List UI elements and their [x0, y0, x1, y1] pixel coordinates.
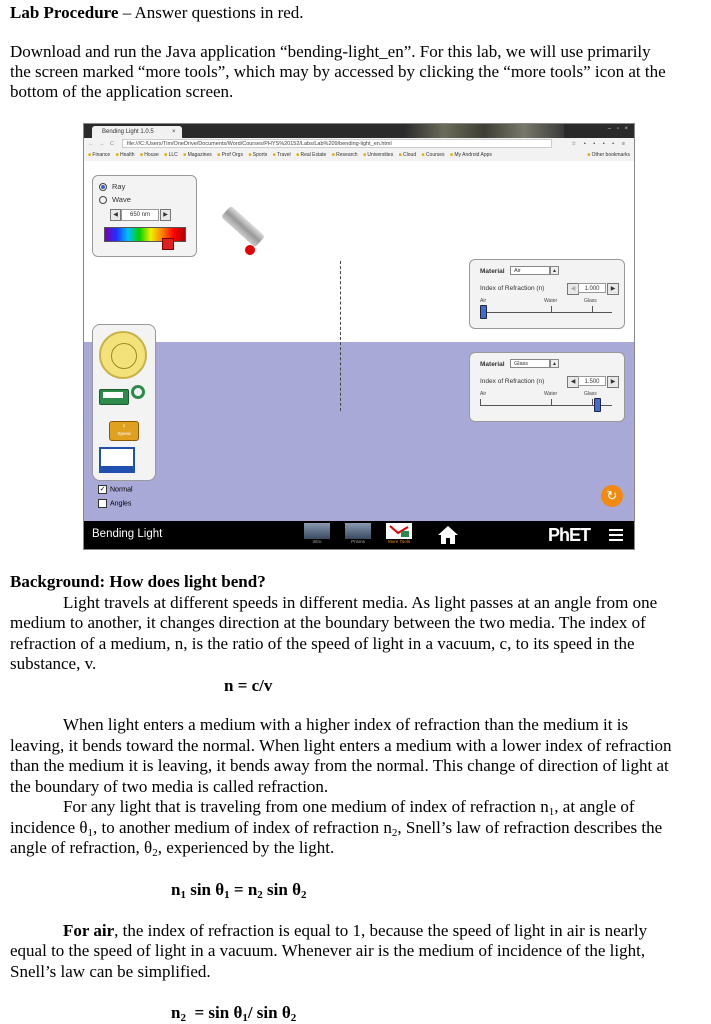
text-fragment: , at angle of: [554, 797, 635, 816]
ior-slider-thumb[interactable]: [480, 305, 487, 319]
prisms-screen-button[interactable]: [345, 523, 371, 547]
wavelength-increase-button[interactable]: ▶: [160, 209, 171, 221]
bookmark-item[interactable]: ■ Real Estate: [296, 152, 326, 158]
bg-p4-line-1: [63, 921, 647, 941]
intro-screen-button[interactable]: [304, 523, 330, 547]
equation-snells-law: $n_1$ $\sin \theta_1 = n_2$ $\sin \theta_2$: [171, 880, 307, 901]
bookmark-item[interactable]: ■ Travel: [273, 152, 291, 158]
ior-increase-button[interactable]: ▶: [607, 283, 619, 295]
subscript: 1: [87, 827, 94, 839]
time-plot-bar: [101, 466, 133, 471]
intro-label: Intro: [312, 539, 322, 544]
text-fragment: , Snell’s law of refraction describes the: [397, 818, 663, 837]
intensity-probe-icon[interactable]: [131, 385, 145, 399]
slider-tick: [592, 306, 593, 313]
tick-air: Air: [480, 391, 487, 397]
prisms-screen-icon: [345, 523, 371, 539]
normal-label: Normal: [110, 486, 133, 494]
ray-radio[interactable]: [99, 182, 159, 192]
intensity-meter-icon[interactable]: [99, 389, 129, 405]
prisms-label: Prisms: [351, 539, 365, 544]
wave-radio[interactable]: [99, 195, 159, 205]
top-material-panel: [469, 259, 625, 329]
phet-logo[interactable]: PhET: [548, 525, 591, 545]
text-fragment: incidence θ: [10, 818, 88, 837]
checkbox-checked-icon: ✓: [99, 486, 106, 493]
lab-procedure-instruction: – Answer questions in red.: [118, 3, 304, 22]
bookmark-item[interactable]: ■ Finance: [88, 152, 110, 158]
bookmark-item[interactable]: ■ LLC: [164, 152, 178, 158]
tick-air: Air: [480, 298, 487, 304]
titlebar-background: [404, 124, 564, 138]
laser-button-icon[interactable]: [245, 245, 255, 255]
tick-water: Water: [544, 298, 558, 304]
text-fragment: , to another medium of index of refraction n: [93, 818, 392, 837]
bg-p3-line-1: [63, 797, 635, 817]
select-arrow-icon[interactable]: ▲: [550, 359, 559, 368]
menu-icon[interactable]: [609, 529, 623, 541]
bg-p2-line-4: the boundary of two media is called refraction.: [10, 777, 329, 796]
bg-p2-line-1: When light enters a medium with a higher index of refraction than the medium it is: [63, 715, 629, 734]
material-label: Material: [480, 268, 505, 275]
text-fragment: angle of refraction, θ: [10, 838, 153, 857]
bg-p2-line-2: leaving, it bends toward the normal. When light enters a medium with a lower index of refraction: [10, 736, 672, 755]
tick-glass: Glass: [584, 391, 597, 397]
reset-all-icon[interactable]: ↻: [601, 485, 623, 507]
slider-tick: [551, 399, 552, 406]
angles-checkbox[interactable]: [98, 499, 131, 508]
material-label: Material: [480, 361, 505, 368]
normal-line: [340, 261, 341, 411]
subscript: 1: [548, 806, 555, 818]
checkbox-empty-icon: [98, 499, 107, 508]
bookmark-item[interactable]: ■ Magazines: [183, 152, 212, 158]
ior-slider-thumb[interactable]: [594, 398, 601, 412]
text-fragment: , experienced by the light.: [157, 838, 335, 857]
more-tools-screen-icon: [386, 523, 412, 539]
url-field[interactable]: file:///C:/Users/Tim/OneDrive/Documents/Word/Courses/PHYS%20152/Labs/Lab%209/bending-light_en.html: [122, 139, 552, 148]
equation-index: n = c/v: [224, 676, 273, 695]
wavelength-value: 650 nm: [121, 209, 159, 221]
toolbox-panel: [92, 324, 156, 481]
nav-buttons[interactable]: ← → C: [88, 141, 117, 147]
bookmark-item[interactable]: ■ My Android Apps: [450, 152, 492, 158]
more-tools-screen-button[interactable]: [386, 523, 412, 547]
intro-line-2: the screen marked “more tools”, which may by accessed by clicking the “more tools” icon at the: [10, 62, 666, 81]
text-fragment: , the index of refraction is equal to 1, because the speed of light in air is nearly: [114, 921, 648, 940]
tick-glass: Glass: [584, 298, 597, 304]
ior-value: 1.000: [578, 283, 606, 293]
sim-title: Bending Light: [92, 528, 163, 540]
bg-p1-line-3: refraction of a medium, n, is the ratio of the speed of light in a vacuum, c, to its speed in the: [10, 634, 635, 653]
bg-p1-line-2: medium to another, it changes direction at the boundary between the two media. The index of: [10, 613, 646, 632]
speed-label: Speed: [117, 431, 131, 436]
slider-tick: [592, 399, 593, 406]
lab-procedure-line: [10, 3, 304, 23]
background-heading: [10, 572, 266, 592]
material-select[interactable]: Glass: [510, 359, 550, 368]
ior-increase-button[interactable]: ▶: [607, 376, 619, 388]
bg-p3-line-2: [10, 818, 662, 838]
bg-p1-line-4: substance, v.: [10, 654, 97, 673]
angles-label: Angles: [110, 500, 132, 508]
tick-water: Water: [544, 391, 558, 397]
bookmark-item[interactable]: ■ Sports: [248, 152, 267, 158]
slider-tick: [480, 399, 481, 406]
text-fragment: For any light that is traveling from one medium of index of refraction n: [63, 797, 549, 816]
laser-pointer[interactable]: [221, 206, 265, 248]
bg-p4-line-3: Snell’s law can be simplified.: [10, 962, 211, 981]
radio-empty-icon: [99, 196, 107, 204]
normal-checkbox[interactable]: [98, 485, 133, 494]
sim-navigation-bar: [84, 521, 634, 549]
wave-label: Wave: [112, 195, 131, 204]
intro-line-1: Download and run the Java application “bending-light_en”. For this lab, we will use primarily: [10, 42, 651, 61]
browser-titlebar: [84, 124, 634, 138]
bg-p4-line-2: equal to the speed of light in a vacuum. Whenever air is the medium of incidence of the light,: [10, 941, 646, 960]
other-bookmarks[interactable]: ■ Other bookmarks: [587, 150, 630, 161]
protractor-icon[interactable]: [99, 331, 147, 379]
radio-selected-icon: [99, 183, 107, 191]
lab-procedure-heading: Lab Procedure: [10, 3, 119, 22]
bookmark-item[interactable]: ■ Research: [332, 152, 358, 158]
bookmark-item[interactable]: ■ House: [140, 152, 159, 158]
simulation-screenshot: [83, 123, 635, 550]
bg-p3-line-3: [10, 838, 334, 858]
wavelength-decrease-button[interactable]: ◀: [110, 209, 121, 221]
ior-label: Index of Refraction (n): [480, 285, 545, 292]
intro-screen-icon: [304, 523, 330, 539]
subscript: 2: [391, 827, 398, 839]
light-options-panel: [92, 175, 197, 257]
window-controls[interactable]: – ▫ ×: [607, 126, 630, 132]
tab-close-icon[interactable]: ×: [172, 129, 176, 135]
bookmark-item[interactable]: ■ Health: [116, 152, 135, 158]
subscript: 2: [152, 847, 158, 859]
ior-label: Index of Refraction (n): [480, 378, 545, 385]
material-select[interactable]: Air: [510, 266, 550, 275]
bookmark-item[interactable]: ■ Universities: [363, 152, 393, 158]
meter-screen: [103, 392, 123, 398]
ior-decrease-button[interactable]: ◀: [567, 376, 579, 388]
browser-tab[interactable]: [92, 126, 182, 138]
extension-icons[interactable]: ☆ ▪ ▪ ▪ ▪ ≡: [571, 141, 628, 147]
time-plot-icon[interactable]: [99, 447, 135, 473]
ray-label: Ray: [112, 182, 126, 191]
bookmark-item[interactable]: ■ Prof Orgs: [217, 152, 243, 158]
intro-line-3: bottom of the application screen.: [10, 82, 234, 101]
simulation-canvas: [84, 161, 634, 521]
protractor-inner: [111, 343, 137, 369]
bg-p1-line-1: Light travels at different speeds in different media. As light passes at an angle from one: [63, 593, 658, 612]
home-icon[interactable]: [437, 525, 459, 545]
bookmark-item[interactable]: ■ Cloud: [399, 152, 417, 158]
more-tools-label: More Tools: [388, 539, 410, 544]
bottom-material-panel: [469, 352, 625, 422]
bookmark-item[interactable]: ■ Courses: [422, 152, 445, 158]
wavelength-slider-thumb[interactable]: [162, 238, 174, 250]
equation-simplified: $n_2 = \sin \theta_1/$ $\sin \theta_2$: [171, 1003, 297, 1024]
for-air-bold: For air: [63, 921, 115, 940]
tab-title: Bending Light 1.0.5: [102, 129, 154, 135]
background-heading-text: Background: How does light bend?: [10, 572, 266, 591]
bg-p2-line-3: than the medium it is leaving, it bends away from the normal. This change of direction of light at: [10, 756, 669, 775]
slider-tick: [551, 306, 552, 313]
ior-value: 1.500: [578, 376, 606, 386]
select-arrow-icon[interactable]: ▲: [550, 266, 559, 275]
ior-decrease-button[interactable]: ◀: [567, 283, 579, 295]
speed-meter-icon[interactable]: 1 Speed: [109, 421, 139, 441]
